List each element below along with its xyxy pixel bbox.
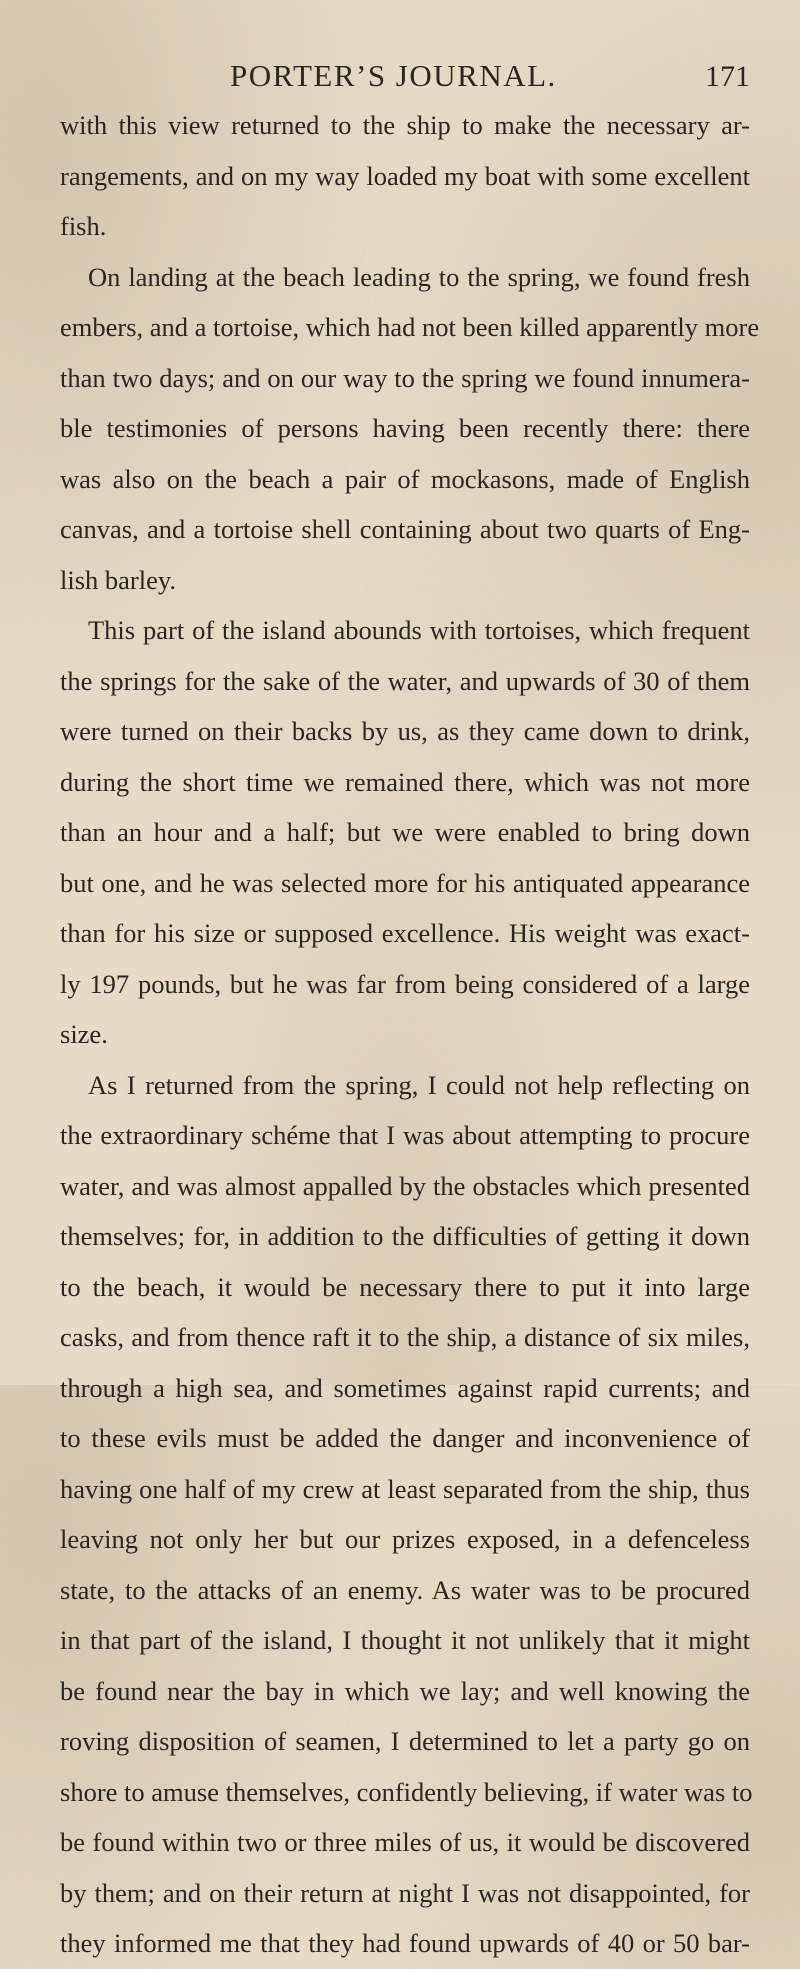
text-line: with this view returned to the ship to make the necessary ar-	[60, 110, 750, 140]
text-line: in that part of the island, I thought it not unlikely that it might	[60, 1625, 750, 1655]
text-line: ble testimonies of persons having been recently there: there	[60, 413, 750, 443]
text-line: roving disposition of seamen, I determined to let a party go on	[60, 1726, 750, 1756]
text-line: casks, and from thence raft it to the ship, a distance of six miles,	[60, 1322, 750, 1352]
text-line: to these evils must be added the danger and inconvenience of	[60, 1423, 750, 1453]
text-line: through a high sea, and sometimes against rapid currents; and	[60, 1372, 750, 1403]
text-line: be found within two or three miles of us, it would be discovered	[60, 1827, 750, 1857]
text-line: embers, and a tortoise, which had not been killed apparently more	[60, 312, 760, 342]
text-line: during the short time we remained there, which was not more	[60, 766, 750, 797]
body-text	[60, 100, 760, 1969]
text-line: This part of the island abounds with tortoises, which frequent	[88, 615, 750, 645]
text-line: but one, and he was selected more for his antiquated appearance	[60, 867, 750, 898]
running-head: PORTER’S JOURNAL.	[230, 58, 557, 93]
text-line: the springs for the sake of the water, and upwards of 30 of them	[60, 665, 750, 696]
text-line: the extraordinary schéme that I was about attempting to procure	[60, 1120, 750, 1150]
text-line: having one half of my crew at least separated from the ship, thus	[60, 1473, 750, 1504]
text-line: As I returned from the spring, I could not help reflecting on	[88, 1069, 750, 1100]
text-line: lish barley.	[60, 564, 177, 595]
page-number: 171	[705, 60, 750, 93]
text-line: themselves; for, in addition to the difficulties of getting it down	[60, 1221, 750, 1251]
text-line: state, to the attacks of an enemy. As water was to be procured	[60, 1574, 750, 1605]
text-line: canvas, and a tortoise shell containing about two quarts of Eng-	[60, 514, 750, 544]
text-line: rangements, and on my way loaded my boat with some excellent	[60, 160, 750, 191]
text-line: ly 197 pounds, but he was far from being considered of a large	[60, 968, 750, 999]
text-line: than for his size or supposed excellence. His weight was exact-	[60, 918, 750, 948]
text-line: by them; and on their return at night I was not disappointed, for	[60, 1877, 750, 1908]
text-line: be found near the bay in which we lay; and well knowing the	[60, 1675, 750, 1706]
text-line: they informed me that they had found upwards of 40 or 50 bar-	[60, 1928, 750, 1958]
text-line: On landing at the beach leading to the spring, we found fresh	[88, 261, 750, 292]
text-line: than an hour and a half; but we were enabled to bring down	[60, 817, 750, 847]
text-line: size.	[60, 1019, 108, 1049]
text-line: than two days; and on our way to the spring we found innumera-	[60, 362, 750, 393]
text-line: were turned on their backs by us, as they came down to drink,	[60, 716, 750, 746]
text-line: fish.	[60, 211, 107, 241]
text-line: water, and was almost appalled by the obstacles which presented	[60, 1170, 750, 1201]
text-line: was also on the beach a pair of mockasons, made of English	[60, 463, 750, 494]
text-line: shore to amuse themselves, confidently believing, if water was to	[60, 1776, 753, 1807]
text-line: to the beach, it would be necessary there to put it into large	[60, 1271, 750, 1302]
text-line: leaving not only her but our prizes exposed, in a defenceless	[60, 1524, 750, 1554]
